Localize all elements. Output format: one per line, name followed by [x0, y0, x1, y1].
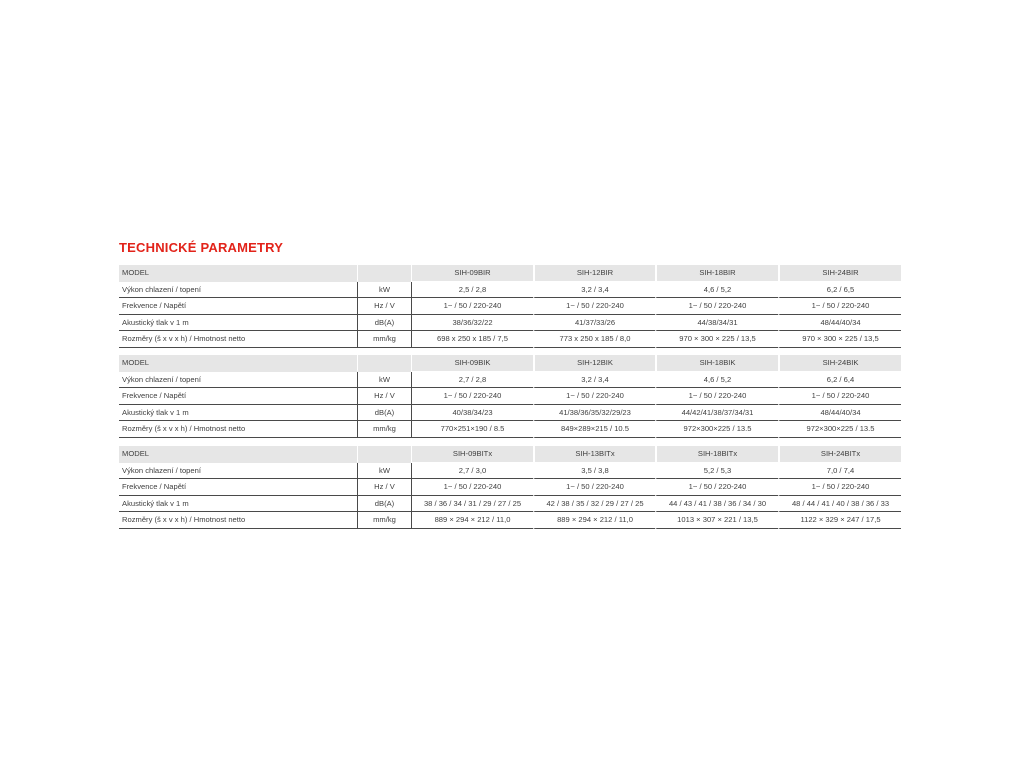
cell-value: 1~ / 50 / 220-240	[778, 298, 901, 315]
cell-value: 889 × 294 × 212 / 11,0	[411, 512, 533, 529]
table-row	[119, 405, 901, 422]
row-unit: mm/kg	[357, 512, 411, 529]
cell-value: 6,2 / 6,5	[778, 282, 901, 299]
row-unit: kW	[357, 372, 411, 389]
model-header-label: MODEL	[119, 446, 357, 463]
row-label: Výkon chlazení / topení	[119, 282, 357, 299]
model-name: SIH-18BITx	[655, 446, 778, 463]
spec-table-bitx	[119, 446, 901, 529]
model-header-label: MODEL	[119, 355, 357, 372]
row-unit: mm/kg	[357, 331, 411, 348]
model-name: SIH-18BIK	[655, 355, 778, 372]
cell-value: 41/37/33/26	[533, 315, 655, 332]
row-unit: dB(A)	[357, 405, 411, 422]
table-row	[119, 282, 901, 299]
cell-value: 2,7 / 3,0	[411, 463, 533, 480]
cell-value: 972×300×225 / 13.5	[778, 421, 901, 438]
table-row	[119, 496, 901, 513]
cell-value: 44/42/41/38/37/34/31	[655, 405, 778, 422]
cell-value: 6,2 / 6,4	[778, 372, 901, 389]
cell-value: 42 / 38 / 35 / 32 / 29 / 27 / 25	[533, 496, 655, 513]
cell-value: 4,6 / 5,2	[655, 282, 778, 299]
cell-value: 40/38/34/23	[411, 405, 533, 422]
cell-value: 1~ / 50 / 220-240	[533, 388, 655, 405]
table-header-row	[119, 265, 901, 282]
model-name: SIH-09BITx	[411, 446, 533, 463]
cell-value: 770×251×190 / 8.5	[411, 421, 533, 438]
model-name: SIH-24BIK	[778, 355, 901, 372]
cell-value: 773 x 250 x 185 / 8,0	[533, 331, 655, 348]
cell-value: 7,0 / 7,4	[778, 463, 901, 480]
model-name: SIH-12BIK	[533, 355, 655, 372]
row-unit: dB(A)	[357, 315, 411, 332]
unit-header	[357, 355, 411, 372]
spec-table-bik	[119, 355, 901, 438]
row-unit: kW	[357, 463, 411, 480]
cell-value: 5,2 / 5,3	[655, 463, 778, 480]
model-name: SIH-13BITx	[533, 446, 655, 463]
row-label: Výkon chlazení / topení	[119, 463, 357, 480]
row-label: Akustický tlak v 1 m	[119, 405, 357, 422]
row-label: Frekvence / Napětí	[119, 298, 357, 315]
row-unit: kW	[357, 282, 411, 299]
cell-value: 2,5 / 2,8	[411, 282, 533, 299]
cell-value: 38 / 36 / 34 / 31 / 29 / 27 / 25	[411, 496, 533, 513]
cell-value: 1~ / 50 / 220-240	[778, 479, 901, 496]
cell-value: 972×300×225 / 13.5	[655, 421, 778, 438]
cell-value: 970 × 300 × 225 / 13,5	[778, 331, 901, 348]
cell-value: 48/44/40/34	[778, 315, 901, 332]
cell-value: 970 × 300 × 225 / 13,5	[655, 331, 778, 348]
cell-value: 3,5 / 3,8	[533, 463, 655, 480]
cell-value: 1~ / 50 / 220-240	[655, 479, 778, 496]
cell-value: 41/38/36/35/32/29/23	[533, 405, 655, 422]
cell-value: 2,7 / 2,8	[411, 372, 533, 389]
row-unit: dB(A)	[357, 496, 411, 513]
cell-value: 48 / 44 / 41 / 40 / 38 / 36 / 33	[778, 496, 901, 513]
section-title: TECHNICKÉ PARAMETRY	[119, 240, 284, 255]
cell-value: 3,2 / 3,4	[533, 372, 655, 389]
unit-header	[357, 265, 411, 282]
spec-table-bir	[119, 265, 901, 348]
table-header-row	[119, 446, 901, 463]
row-label: Frekvence / Napětí	[119, 479, 357, 496]
table-row	[119, 372, 901, 389]
row-label: Frekvence / Napětí	[119, 388, 357, 405]
cell-value: 38/36/32/22	[411, 315, 533, 332]
table-row	[119, 388, 901, 405]
table-row	[119, 315, 901, 332]
cell-value: 1~ / 50 / 220-240	[533, 479, 655, 496]
cell-value: 44 / 43 / 41 / 38 / 36 / 34 / 30	[655, 496, 778, 513]
cell-value: 849×289×215 / 10.5	[533, 421, 655, 438]
table-row	[119, 512, 901, 529]
model-name: SIH-24BITx	[778, 446, 901, 463]
cell-value: 1~ / 50 / 220-240	[411, 479, 533, 496]
row-label: Výkon chlazení / topení	[119, 372, 357, 389]
table-row	[119, 463, 901, 480]
row-unit: Hz / V	[357, 388, 411, 405]
cell-value: 1~ / 50 / 220-240	[533, 298, 655, 315]
model-header-label: MODEL	[119, 265, 357, 282]
cell-value: 1~ / 50 / 220-240	[778, 388, 901, 405]
table-row	[119, 479, 901, 496]
model-name: SIH-24BIR	[778, 265, 901, 282]
cell-value: 1~ / 50 / 220-240	[655, 298, 778, 315]
model-name: SIH-18BIR	[655, 265, 778, 282]
model-name: SIH-12BIR	[533, 265, 655, 282]
row-unit: mm/kg	[357, 421, 411, 438]
cell-value: 3,2 / 3,4	[533, 282, 655, 299]
model-name: SIH-09BIR	[411, 265, 533, 282]
cell-value: 44/38/34/31	[655, 315, 778, 332]
row-unit: Hz / V	[357, 479, 411, 496]
cell-value: 1~ / 50 / 220-240	[411, 298, 533, 315]
model-name: SIH-09BIK	[411, 355, 533, 372]
cell-value: 1~ / 50 / 220-240	[655, 388, 778, 405]
table-row	[119, 331, 901, 348]
cell-value: 1122 × 329 × 247 / 17,5	[778, 512, 901, 529]
row-label: Rozměry (š x v x h) / Hmotnost netto	[119, 421, 357, 438]
row-label: Akustický tlak v 1 m	[119, 315, 357, 332]
cell-value: 4,6 / 5,2	[655, 372, 778, 389]
cell-value: 698 x 250 x 185 / 7,5	[411, 331, 533, 348]
row-label: Akustický tlak v 1 m	[119, 496, 357, 513]
cell-value: 1~ / 50 / 220-240	[411, 388, 533, 405]
row-label: Rozměry (š x v x h) / Hmotnost netto	[119, 331, 357, 348]
row-label: Rozměry (š x v x h) / Hmotnost netto	[119, 512, 357, 529]
table-row	[119, 421, 901, 438]
table-header-row	[119, 355, 901, 372]
cell-value: 1013 × 307 × 221 / 13,5	[655, 512, 778, 529]
cell-value: 48/44/40/34	[778, 405, 901, 422]
row-unit: Hz / V	[357, 298, 411, 315]
unit-header	[357, 446, 411, 463]
cell-value: 889 × 294 × 212 / 11,0	[533, 512, 655, 529]
table-row	[119, 298, 901, 315]
